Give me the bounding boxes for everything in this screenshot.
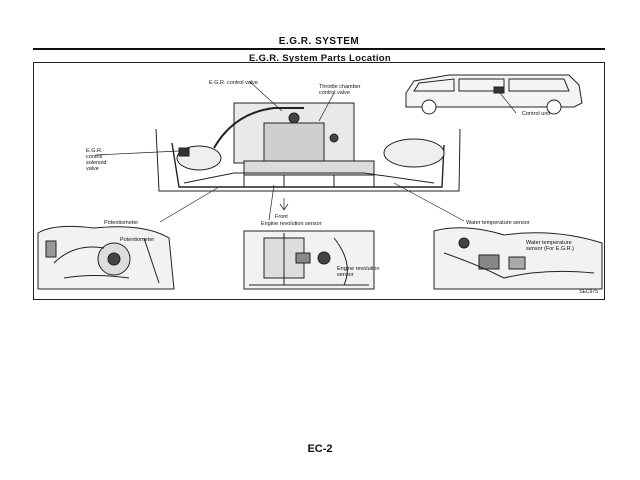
label-potentiometer-detail: Potentiometer [120,237,155,243]
label-front: Front [275,214,288,220]
label-engine-revolution-sensor-detail: Engine revolution sensor [337,266,380,278]
engine-bay-illustration [156,103,460,191]
label-throttle-chamber-control-valve: Throttle chamber control valve [319,84,361,96]
page-title: E.G.R. SYSTEM [278,36,360,47]
parts-location-figure [33,62,605,300]
label-potentiometer: Potentiometer [104,220,139,226]
label-water-temperature-sensor-detail: Water temperature sensor (For E.G.R.) [526,240,574,252]
label-water-temperature-sensor: Water temperature sensor [466,220,530,226]
page-header [33,36,605,50]
label-egr-control-valve: E.G.R. control valve [209,80,258,86]
engine-revolution-sensor-detail-drawing [244,231,374,289]
label-egr-control-solenoid-valve: E.G.R. control solenoid valve [86,148,107,172]
label-engine-revolution-sensor: Engine revolution sensor [261,221,322,227]
figure-code: SEC975 [579,289,598,295]
header-rule [33,48,605,50]
water-temperature-sensor-detail-drawing [434,228,602,289]
section-title: E.G.R. System Parts Location [249,53,391,64]
potentiometer-detail-drawing [38,226,174,289]
parts-location-drawing [34,63,606,301]
vehicle-illustration [406,75,582,114]
label-control-unit: Control unit [522,111,551,117]
page-number: EC-2 [307,443,333,455]
